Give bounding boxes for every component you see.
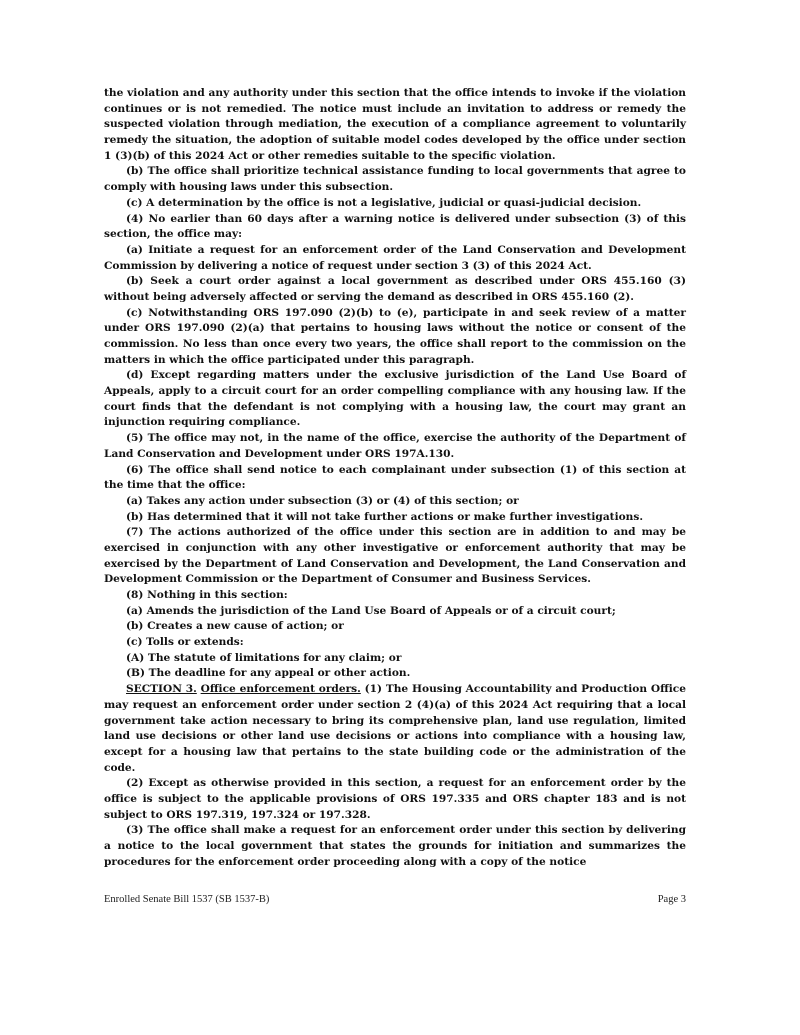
paragraph: (4) No earlier than 60 days after a warning notice is delivered under subsection (3) of this section, the office may:	[104, 212, 686, 241]
paragraph: (8) Nothing in this section:	[126, 589, 288, 601]
section-title: Office enforcement orders.	[200, 683, 361, 696]
paragraph: (c) A determination by the office is not a legislative, judicial or quasi-judicial decision.	[126, 196, 642, 209]
page-number: Page 3	[657, 894, 686, 905]
paragraph: (a) Amends the jurisdiction of the Land Use Board of Appeals or of a circuit court;	[126, 604, 616, 617]
paragraph: (7) The actions authorized of the office under this section are in addition to and may be exercised in conjunction with any other investigative or enforcement authority that may be exercised by the Department of Land Conservation and Development, the Land Conservation and Development Commission or the Department of Consumer and Business Services.	[104, 526, 686, 586]
paragraph: (3) The office shall make a request for an enforcement order under this section by delivering a notice to the local government that states the grounds for initiation and summarizes the procedures for the enforcement order proceeding along with a copy of the notice	[104, 824, 686, 868]
paragraph: (d) Except regarding matters under the exclusive jurisdiction of the Land Use Board of Appeals, apply to a circuit court for an order compelling compliance with any housing law. If the court finds that the defendant is not complying with a housing law, the court may grant an injunction requiring compliance.	[104, 369, 686, 429]
paragraph: (5) The office may not, in the name of the office, exercise the authority of the Department of Land Conservation and Development under ORS 197A.130.	[104, 432, 686, 460]
paragraph: (b) The office shall prioritize technical assistance funding to local governments that agree to comply with housing laws under this subsection.	[104, 165, 686, 194]
paragraph: (B) The deadline for any appeal or other action.	[126, 667, 411, 680]
section-3-paragraph	[104, 682, 686, 776]
paragraph: (b) Creates a new cause of action; or	[126, 620, 344, 633]
paragraph: (a) Initiate a request for an enforcement order of the Land Conservation and Development Commission by delivering a notice of request under section 3 (3) of this 2024 Act.	[104, 243, 686, 272]
paragraph: (6) The office shall send notice to each complainant under subsection (1) of this section at the time that the office:	[104, 463, 686, 492]
paragraph: (b) Has determined that it will not take further actions or make further investigations.	[126, 510, 644, 523]
bill-text	[104, 86, 686, 870]
bill-identifier: Enrolled Senate Bill 1537 (SB 1537-B)	[104, 894, 270, 905]
paragraph: (b) Seek a court order against a local government as described under ORS 455.160 (3) without being adversely affected or serving the demand as described in ORS 455.160 (2).	[104, 275, 686, 303]
paragraph: (A) The statute of limitations for any claim; or	[126, 651, 402, 664]
paragraph: (2) Except as otherwise provided in this section, a request for an enforcement order by the office is subject to the applicable provisions of ORS 197.335 and ORS chapter 183 and is not subject to ORS 197.319, 197.324 or 197.328.	[104, 777, 686, 821]
section-number: SECTION 3.	[126, 683, 197, 696]
paragraph: (a) Takes any action under subsection (3) or (4) of this section; or	[126, 494, 519, 507]
page-footer	[104, 894, 686, 905]
paragraph: the violation and any authority under this section that the office intends to invoke if the violation continues or is not remedied. The notice must include an invitation to address or remedy the suspected violation through mediation, the execution of a compliance agreement to voluntarily remedy the situation, the adoption of suitable model codes developed by the office under section 1 (3)(b) of this 2024 Act or other remedies suitable to the specific violation.	[104, 87, 686, 162]
paragraph: (c) Tolls or extends:	[126, 636, 244, 649]
section-3-text: (1) The Housing Accountability and Production Office may request an enforcement order under section 2 (4)(a) of this 2024 Act requiring that a local government take action necessary to bring its comprehensive plan, land use regulation, limited land use decisions or other land use decisions or actions into compliance with a housing law, except for a housing law that pertains to the state building code or the administration of the code.	[104, 683, 686, 774]
paragraph: (c) Notwithstanding ORS 197.090 (2)(b) to (e), participate in and seek review of a matter under ORS 197.090 (2)(a) that pertains to housing laws without the notice or consent of the commission. No less than once every two years, the office shall report to the commission on the matters in which the office participated under this paragraph.	[104, 306, 686, 366]
